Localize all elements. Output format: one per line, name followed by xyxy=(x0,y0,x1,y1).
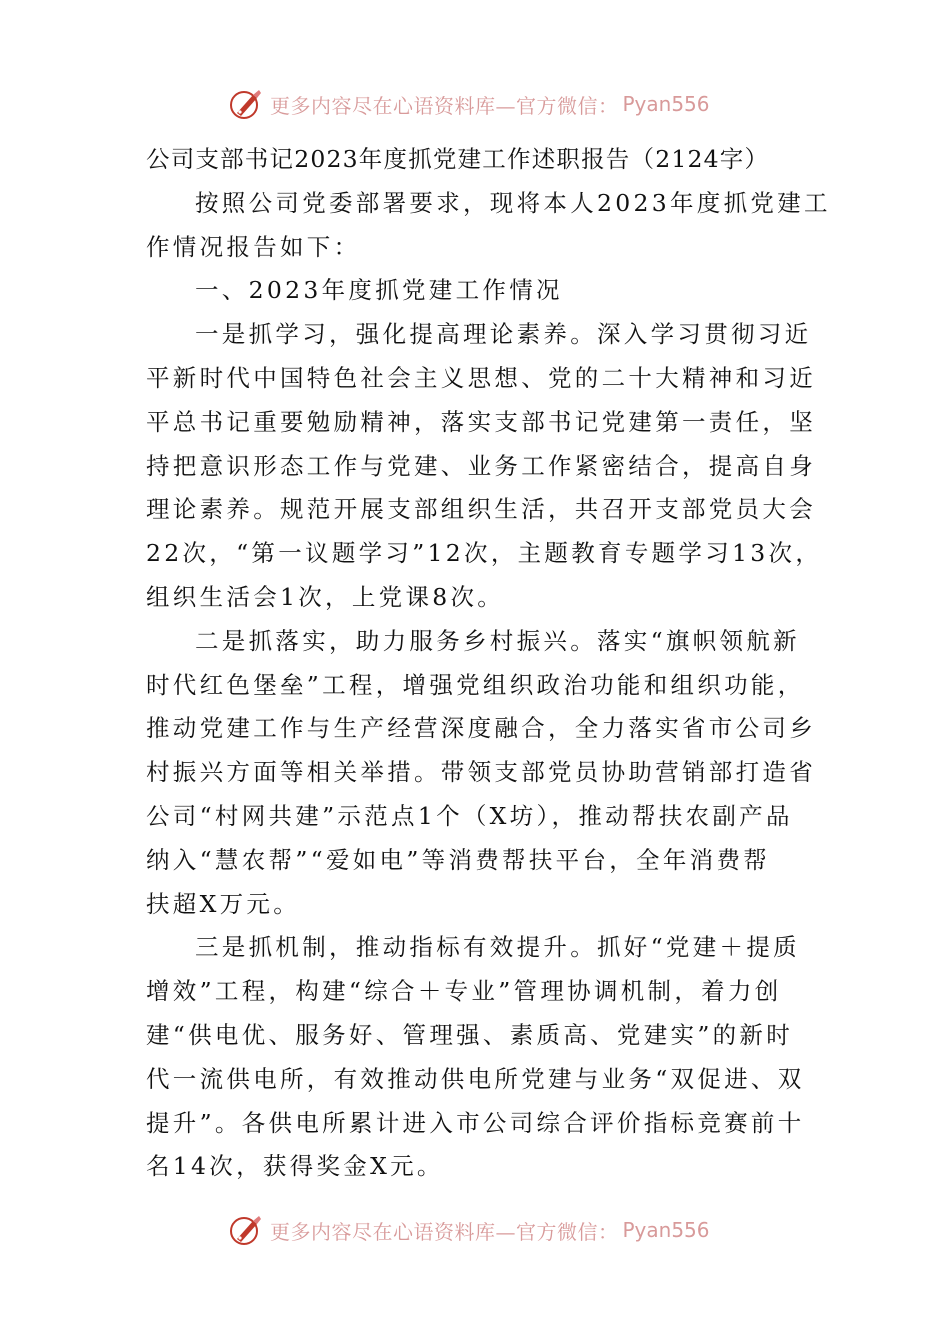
text-line: 名14次，获得奖金X元。 xyxy=(146,1152,444,1181)
text-line: 推动党建工作与生产经营深度融合，全力落实省市公司乡 xyxy=(146,714,816,743)
text-line: 平总书记重要勉励精神，落实支部书记党建第一责任，坚 xyxy=(146,407,816,436)
text-line: 建“供电优、服务好、管理强、素质高、党建实”的新时 xyxy=(146,1020,794,1049)
text-line: 22次，“第一议题学习”12次，主题教育专题学习13次， xyxy=(146,539,823,568)
header-watermark xyxy=(228,84,710,124)
document-title: 公司支部书记2023年度抓党建工作述职报告（2124字） xyxy=(146,145,770,173)
text-line: 组织生活会1次，上党课8次。 xyxy=(146,582,505,611)
text-line: 增效”工程，构建“综合＋专业”管理协调机制，着力创 xyxy=(146,977,782,1006)
footer-watermark xyxy=(228,1210,710,1250)
text-line: 平新时代中国特色社会主义思想、党的二十大精神和习近 xyxy=(146,363,816,392)
text-line: 按照公司党委部署要求，现将本人2023年度抓党建工 xyxy=(195,188,831,217)
watermark-handle: Pyan556 xyxy=(622,92,710,116)
text-line: 作情况报告如下： xyxy=(146,232,361,261)
text-line: 三是抓机制，推动指标有效提升。抓好“党建＋提质 xyxy=(195,933,800,962)
text-line: 理论素养。规范开展支部组织生活，共召开支部党员大会 xyxy=(146,495,816,524)
text-line: 村振兴方面等相关举措。带领支部党员协助营销部打造省 xyxy=(146,758,816,787)
text-line: 扶超X万元。 xyxy=(146,889,301,918)
text-line: 代一流供电所，有效推动供电所党建与业务“双促进、双 xyxy=(146,1064,805,1093)
text-line: 纳入“慧农帮”“爱如电”等消费帮扶平台，全年消费帮 xyxy=(146,845,771,874)
text-line: 持把意识形态工作与党建、业务工作紧密结合，提高自身 xyxy=(146,451,816,480)
watermark-text: 更多内容尽在心语资料库—官方微信： xyxy=(270,1219,619,1244)
pen-nib-circle-icon xyxy=(228,1212,264,1248)
text-line: 二是抓落实，助力服务乡村振兴。落实“旗帜领航新 xyxy=(195,626,800,655)
text-line: 一、2023年度抓党建工作情况 xyxy=(195,276,563,305)
watermark-handle: Pyan556 xyxy=(622,1218,710,1242)
pen-nib-circle-icon xyxy=(228,86,264,122)
text-line: 公司“村网共建”示范点1个（X坊），推动帮扶农副产品 xyxy=(146,801,793,830)
text-line: 提升”。各供电所累计进入市公司综合评价指标竞赛前十 xyxy=(146,1108,805,1137)
text-line: 时代红色堡垒”工程，增强党组织政治功能和组织功能， xyxy=(146,670,805,699)
watermark-text: 更多内容尽在心语资料库—官方微信： xyxy=(270,93,619,118)
text-line: 一是抓学习，强化提高理论素养。深入学习贯彻习近 xyxy=(195,320,812,349)
document-paragraphs xyxy=(146,182,831,1189)
document-body xyxy=(146,138,831,1189)
